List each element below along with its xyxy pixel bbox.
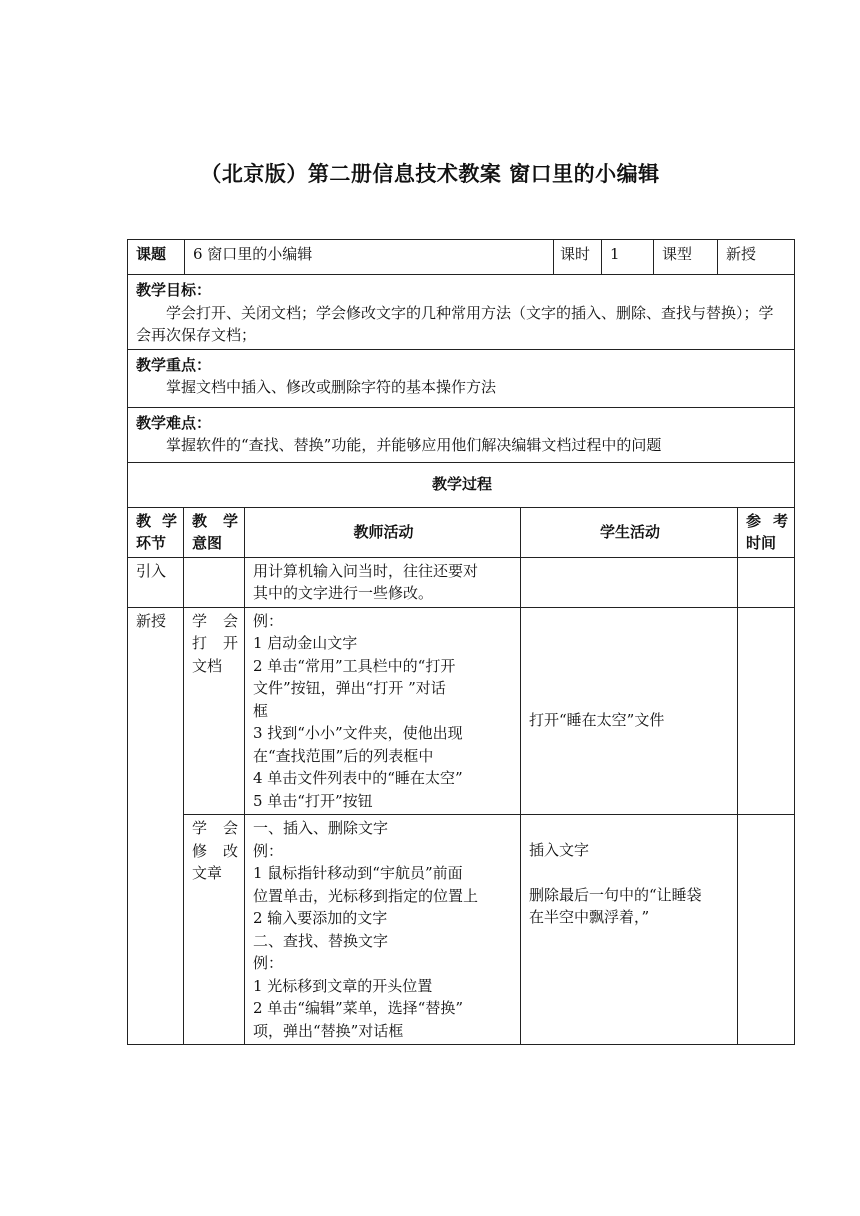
- hours-value: 1: [602, 240, 654, 274]
- new-edit-row: [128, 815, 795, 1045]
- col-header-teacher: 教师活动: [245, 507, 521, 557]
- col-header-student: 学生活动: [521, 507, 738, 557]
- new-edit-teacher: 一、插入、删除文字 例： 1 鼠标指针移动到“宇航员”前面 位置单击，光标移到指定的位置上 2 输入要添加的文字 二、查找、替换文字 例： 1 光标移到文章的开头位置 2 单击“编辑”菜单，选择“替换” 项，弹出“替换”对话框: [245, 815, 521, 1045]
- topic-row: [128, 240, 795, 275]
- objectives-label: 教学目标：: [136, 281, 212, 299]
- process-title-row: [128, 462, 795, 507]
- new-edit-intent: 学 会 修 改 文章: [184, 815, 245, 1045]
- intro-intent: [184, 557, 245, 607]
- intro-teacher: 用计算机输入问当时，往往还要对 其中的文字进行一些修改。: [245, 557, 521, 607]
- new-edit-time: [738, 815, 795, 1045]
- difficulties-text: 掌握软件的“查找、替换”功能，并能够应用他们解决编辑文档过程中的问题: [166, 436, 662, 454]
- col-header-intent: 教 学 意图: [184, 507, 245, 557]
- new-open-intent: 学 会 打 开 文档: [184, 607, 245, 815]
- type-value: 新授: [726, 245, 757, 263]
- new-open-row: [128, 607, 795, 815]
- intro-time: [738, 557, 795, 607]
- document-title: （北京版）第二册信息技术教案 窗口里的小编辑: [200, 162, 660, 186]
- key-points-row: [128, 349, 795, 407]
- new-stage: 新授: [128, 607, 184, 1045]
- type-label: 课型: [654, 240, 718, 274]
- lesson-plan-table: [127, 239, 795, 1045]
- difficulties-label: 教学难点：: [136, 413, 212, 432]
- new-open-time: [738, 607, 795, 815]
- new-open-teacher: 例： 1 启动金山文字 2 单击“常用”工具栏中的“打开 文件”按钮，弹出“打开 ”对话 框 3 找到“小小”文件夹，使他出现 在“查找范围”后的列表框中 4 单击文件列表中的“睡在太空” 5 单击“打开”按钮: [245, 607, 521, 815]
- new-edit-student: 插入文字 删除最后一句中的“让睡袋 在半空中飘浮着，”: [521, 815, 738, 1045]
- topic-label: 课题: [128, 240, 185, 274]
- process-header-row: [128, 507, 795, 557]
- new-open-student: 打开“睡在太空”文件: [521, 607, 738, 815]
- col-header-time: 参 考 时间: [738, 507, 795, 557]
- key-points-text: 掌握文档中插入、修改或删除字符的基本操作方法: [166, 378, 497, 396]
- topic-value: 6 窗口里的小编辑: [185, 240, 554, 274]
- difficulties-row: [128, 407, 795, 462]
- objectives-row: [128, 275, 795, 350]
- col-header-stage: 教 学 环节: [128, 507, 184, 557]
- intro-row: [128, 557, 795, 607]
- objectives-text: 学会打开、关闭文档；学会修改文字的几种常用方法（文字的插入、删除、查找与替换）；学会再次保存文档；: [136, 303, 774, 344]
- intro-student: [521, 557, 738, 607]
- intro-stage: 引入: [128, 557, 184, 607]
- key-points-label: 教学重点：: [136, 355, 212, 374]
- hours-label: 课时: [554, 240, 602, 274]
- process-title: 教学过程: [128, 462, 795, 507]
